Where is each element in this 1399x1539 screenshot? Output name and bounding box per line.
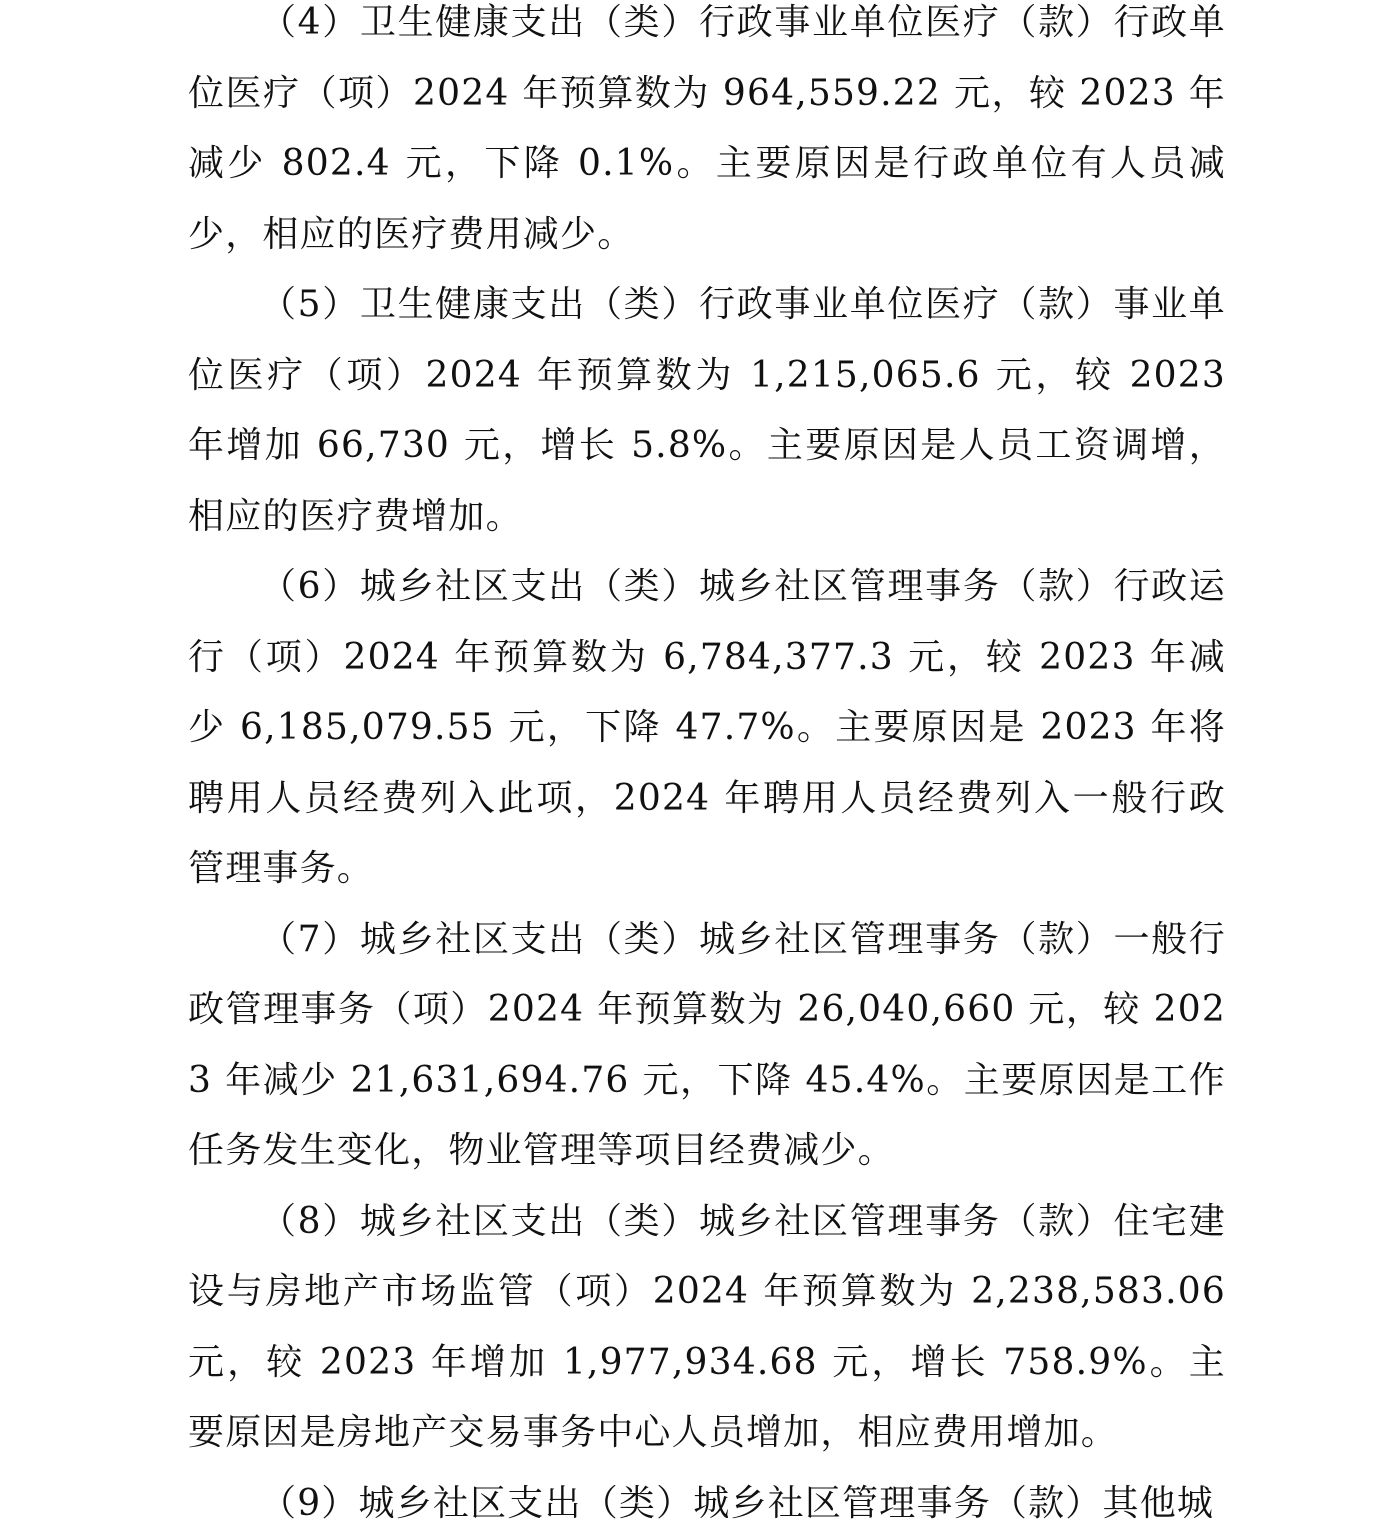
paragraph-item-8: （8）城乡社区支出（类）城乡社区管理事务（款）住宅建设与房地产市场监管（项）2024 年预算数为 2,238,583.06 元，较 2023 年增加 1,977,934.68 元，增长 758.9%。主要原因是房地产交易事务中心人员增加，相应费用增加。 [188,1187,1226,1469]
paragraph-item-7: （7）城乡社区支出（类）城乡社区管理事务（款）一般行政管理事务（项）2024 年预算数为 26,040,660 元，较 2023 年减少 21,631,694.76 元，下降 45.4%。主要原因是工作任务发生变化，物业管理等项目经费减少。 [188,905,1226,1187]
paragraph-item-4: （4）卫生健康支出（类）行政事业单位医疗（款）行政单位医疗（项）2024 年预算数为 964,559.22 元，较 2023 年减少 802.4 元，下降 0.1%。主要原因是行政单位有人员减少，相应的医疗费用减少。 [188,0,1226,270]
document-body [188,0,1226,1539]
paragraph-item-9: （9）城乡社区支出（类）城乡社区管理事务（款）其他城 [188,1469,1226,1539]
paragraph-item-6: （6）城乡社区支出（类）城乡社区管理事务（款）行政运行（项）2024 年预算数为 6,784,377.3 元，较 2023 年减少 6,185,079.55 元，下降 47.7%。主要原因是 2023 年将聘用人员经费列入此项，2024 年聘用人员经费列入一般行政管理事务。 [188,552,1226,905]
paragraph-item-5: （5）卫生健康支出（类）行政事业单位医疗（款）事业单位医疗（项）2024 年预算数为 1,215,065.6 元，较 2023 年增加 66,730 元，增长 5.8%。主要原因是人员工资调增，相应的医疗费增加。 [188,270,1226,552]
